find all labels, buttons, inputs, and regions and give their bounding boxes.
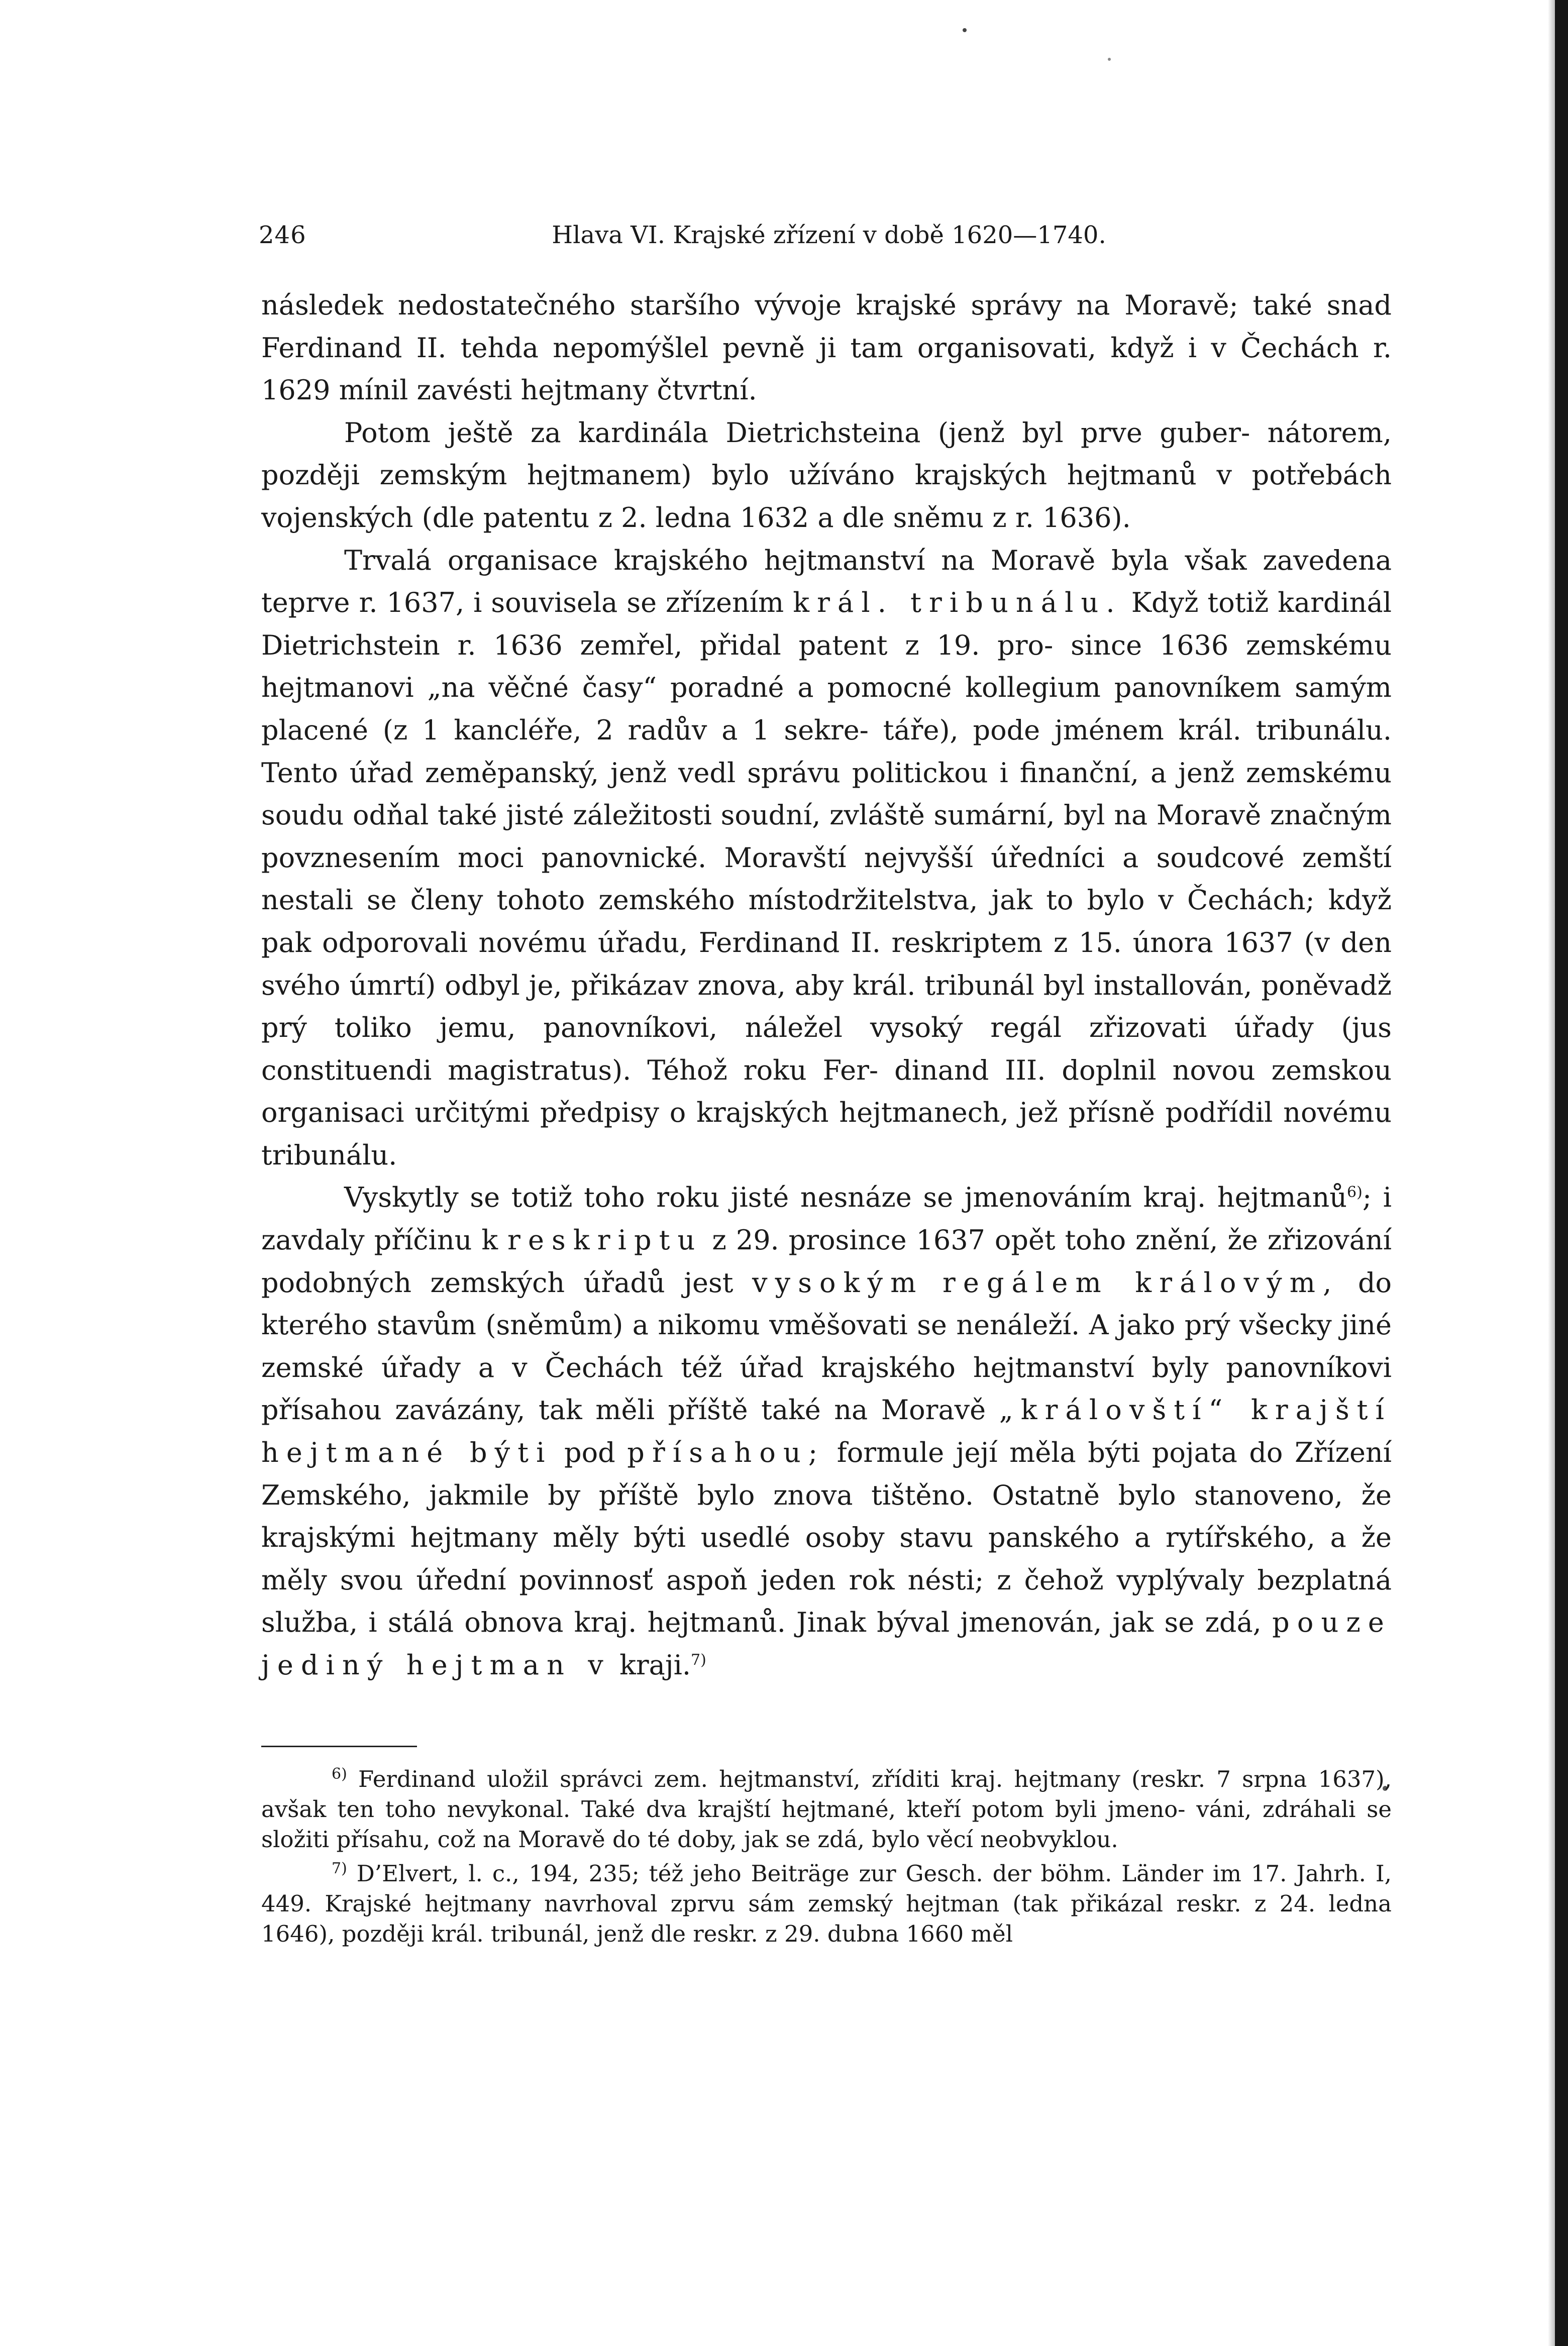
text-line: byl installován, poněvadž prý toliko jemu, panovníkovi, náležel vysoký xyxy=(261,969,1392,1044)
text-line: jakmile by příště bylo znova tištěno. Ostatně bylo stanoveno, že krajskými xyxy=(261,1479,1392,1554)
footnote-line: váni, zdráhali se složiti přísahu, což na Moravě do té doby, jak se zdá, bylo věcí xyxy=(261,1796,1392,1853)
text-line: se členy tohoto zemského místodržitelstva, jak to bylo v Čechách; když xyxy=(366,884,1392,916)
text-line: v potřebách vojenských (dle patentu z 2. ledna 1632 a dle sněmu xyxy=(261,459,1392,534)
footnote-line: D’Elvert, l. c., 194, 235; též jeho Beiträge zur Gesch. der böhm. Länder im xyxy=(356,1860,1241,1887)
spaced-emphasis: „královští“ krajští hejtmané býti xyxy=(261,1394,1392,1469)
text-line: Trvalá organisace krajského hejtmanství na Moravě byla však xyxy=(344,544,1247,576)
footnote-line: neobvyklou. xyxy=(980,1826,1118,1853)
footnote xyxy=(261,1764,1392,1855)
text-line: správu politickou i finanční, a jenž zemskému soudu odňal také jisté xyxy=(261,757,1392,831)
footnotes xyxy=(261,1764,1392,1953)
text-line: toho znění, že zřizování podobných zemských úřadů jest xyxy=(261,1224,1392,1299)
footnote-marker: 6) xyxy=(332,1765,347,1783)
footnote-divider xyxy=(261,1746,417,1747)
main-text xyxy=(261,284,1392,1687)
text-line: pod xyxy=(564,1437,615,1469)
text-line: táře), pode jménem král. tribunálu. Tento úřad zeměpanský, jenž vedl xyxy=(261,714,1392,789)
spaced-emphasis: král. tribunálu. xyxy=(793,587,1122,619)
text-line: do kterého stavům (sněmům) a nikomu vměšovati xyxy=(261,1266,1392,1341)
text-line: kollegium panovníkem samým placené (z 1 kancléře, 2 radův a 1 sekre- xyxy=(261,672,1392,746)
footnote-line: Ferdinand uložil správci zem. hejtmanství, zříditi kraj. hejtmany (reskr. 7 srpna xyxy=(358,1766,1307,1792)
footnote-line: 17. Jahrh. I, 449. Krajské hejtmany navrhoval zprvu sám zemský hejtman (tak přikázal xyxy=(261,1860,1392,1917)
text-line: Potom ještě za kardinála Dietrichsteina (jenž byl prve guber- xyxy=(344,416,1250,449)
text-line: formule její měla býti pojata do Zřízení Zemského, xyxy=(261,1437,1392,1511)
text-line: Když totiž kardinál Dietrichstein r. 1636 zemřel, přidal patent z 19. pro- xyxy=(261,587,1392,661)
text-line: nátorem, později zemským hejtmanem) bylo užíváno krajských hejtmanů xyxy=(261,416,1392,491)
text-line: se nenáleží. A jako prý všecky jiné zemské úřady a v Čechách též xyxy=(261,1309,1392,1383)
text-line: Vyskytly se totiž toho roku jisté nesnáze se jmenováním kraj. xyxy=(344,1182,1206,1214)
text-line: hejtmany měly býti usedlé osoby stavu panského a rytířského, a že xyxy=(410,1522,1392,1554)
text-line: z 29. prosince 1637 opět xyxy=(712,1224,1056,1256)
spaced-emphasis: pouze jediný hejtman v xyxy=(261,1607,1392,1681)
footnote-reference[interactable]: 7) xyxy=(691,1651,706,1669)
footnote-line: reskr. z 24. ledna 1646), později král. tribunál, jenž dle reskr. z 29. dubna 1660 měl xyxy=(261,1890,1392,1947)
spaced-emphasis: vysokým xyxy=(752,1266,924,1299)
text-line: následek nedostatečného staršího vývoje krajské správy na Moravě; xyxy=(261,289,1238,321)
paragraph xyxy=(261,412,1392,540)
text-line: jak se zdá, xyxy=(1112,1607,1262,1639)
paragraph xyxy=(261,540,1392,1177)
text-line: když i v Čechách r. 1629 mínil zavésti hejtmany čtvrtní. xyxy=(261,332,1392,406)
paragraph xyxy=(261,284,1392,412)
chapter-title: Hlava VI. Krajské zřízení v době 1620—1740. xyxy=(552,221,1106,249)
text-line: kraji. xyxy=(619,1649,691,1681)
text-line: 1637 (v den svého úmrtí) odbyl je, přikázav znova, aby král. tribunál xyxy=(261,926,1392,1001)
spaced-emphasis: regálem královým, xyxy=(942,1266,1339,1299)
text-line: hejtmanech, jež přísně podřídil novému tribunálu. xyxy=(261,1097,1392,1171)
text-line: záležitosti soudní, zvláště sumární, byl na Moravě značným povznesením xyxy=(261,799,1392,874)
speck xyxy=(1108,58,1111,61)
running-head xyxy=(259,221,1399,256)
text-line: pak odporovali novému úřadu, Ferdinand II. reskriptem z 15. února xyxy=(261,926,1213,958)
text-line: měly svou úřední povinnosť aspoň jeden rok nésti; z čehož vyplývaly xyxy=(261,1564,1244,1596)
page-number: 246 xyxy=(259,221,306,249)
text-line: úřad krajského hejtmanství byly panovníkovi přísahou zavázány, tak xyxy=(261,1351,1392,1426)
footnote-reference[interactable]: 6) xyxy=(1347,1184,1363,1202)
paragraph xyxy=(261,1177,1392,1686)
speck xyxy=(963,28,967,32)
text-line: bezplatná služba, i stálá obnova kraj. hejtmanů. Jinak býval jmenován, xyxy=(261,1564,1392,1639)
text-line: hejtmanů xyxy=(1217,1182,1347,1214)
text-line: měli příště také na Moravě xyxy=(595,1394,986,1426)
text-line: ; i zavdaly příčinu k xyxy=(261,1182,1392,1256)
text-line: z r. 1636). xyxy=(992,501,1131,534)
text-line: dinand III. doplnil novou zemskou organisaci určitými předpisy o krajských xyxy=(261,1054,1392,1129)
text-line: moci panovnické. Moravští nejvyšší úředníci a soudcové zemští nestali xyxy=(261,841,1392,916)
spaced-emphasis: přísahou; xyxy=(627,1437,825,1469)
text-line: také snad Ferdinand II. tehda nepomýšlel pevně ji tam organisovati, xyxy=(261,289,1392,364)
footnote-marker: 7) xyxy=(332,1860,347,1877)
text-line: regál zřizovati úřady (jus constituendi magistratus). Téhož roku Fer- xyxy=(261,1012,1392,1086)
spaced-emphasis: reskriptu xyxy=(507,1224,703,1256)
text-line: zavedena teprve r. 1637, i souvisela se zřízením xyxy=(261,544,1392,619)
footnote xyxy=(261,1859,1392,1949)
text-line: since 1636 zemskému hejtmanovi „na věčné časy“ poradné a pomocné xyxy=(261,629,1392,704)
footnote-line: 1637), avšak ten toho nevykonal. Také dva krajští hejtmané, kteří potom byli jmeno- xyxy=(261,1766,1392,1823)
